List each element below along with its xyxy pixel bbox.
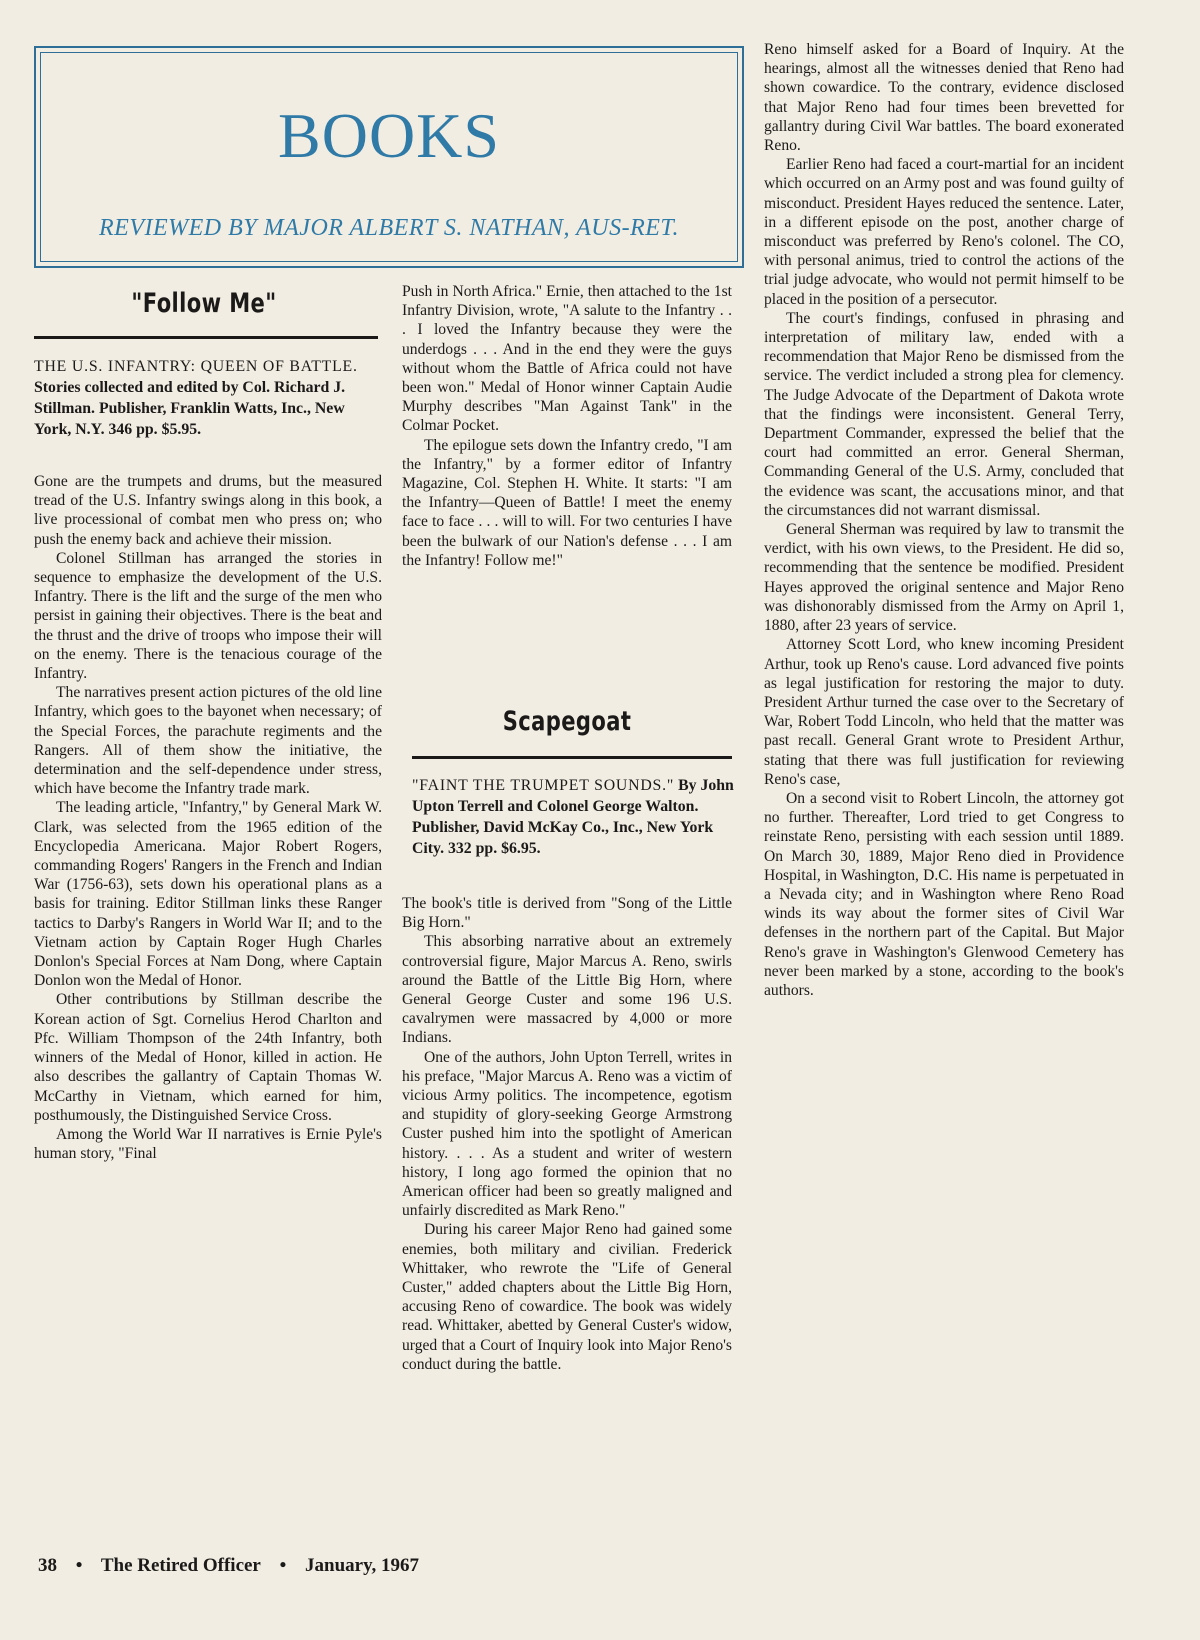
page-number: 38 xyxy=(38,1555,57,1576)
publication-name: The Retired Officer xyxy=(100,1555,261,1576)
review1-divider xyxy=(34,336,378,339)
review2-paragraph: Reno himself asked for a Board of Inquiry. At the hearings, almost all the witnesses denied that Reno had shown cowardice. To the contrary, evidence disclosed that Major Reno had four times been brevetted for gallantry during Civil War battles. The board exonerated Reno. xyxy=(764,41,1124,155)
review2-paragraph: During his career Major Reno had gained some enemies, both military and civilian. Frederick Whittaker, who rewrote the "Life of General Custer," added chapters about the Little Big Horn, accusing Reno of cowardice. The book was widely read. Whittaker, abetted by General Custer's widow, urged that a Court of Inquiry look into Major Reno's conduct during the battle. xyxy=(402,1221,732,1373)
review1-paragraph: Other contributions by Stillman describe the Korean action of Sgt. Cornelius Herod Charlton and Pfc. William Thompson of the 24th Infantry, both winners of the Medal of Honor, killed in action. He also describes the gallantry of Captain Thomas W. McCarthy in Vietnam, which earned for him, posthumously, the Distinguished Service Cross. xyxy=(34,991,382,1124)
review2-paragraph: On a second visit to Robert Lincoln, the attorney got no further. Thereafter, Lord tried to get Congress to reinstate Reno, persisting with each session until 1889. On March 30, 1889, Major Reno died in Providence Hospital, in Washington, D.C. His name is perpetuated in a Nevada city; and in Washington where Reno Road winds its way about the former sites of Civil War defenses in the northern part of the Capital. But Major Reno's grave in Washington's Glenwood Cemetery has never been marked by a stone, according to the book's authors. xyxy=(764,789,1124,999)
page-footer xyxy=(38,1555,433,1577)
review1-paragraph: The leading article, "Infantry," by General Mark W. Clark, was selected from the 1965 edition of the Encyclopedia Americana. Major Robert Rogers, commanding Rogers' Rangers in the French and Indian War (1756-63), sets down his operational plans as a basis for training. Editor Stillman links these Ranger tactics to Darby's Rangers in World War II; and to the Vietnam action by Captain Roger Hugh Charles Donlon's Special Forces at Nam Dong, where Captain Donlon won the Medal of Honor. xyxy=(34,799,382,990)
review2-paragraph: One of the authors, John Upton Terrell, writes in his preface, "Major Marcus A. Reno was a victim of vicious Army politics. The incompetence, egotism and stupidity of glory-seeking George Armstrong Custer pushed him into the spotlight of American history. . . . As a student and writer of western history, I long ago formed the opinion that no American officer had been so greatly maligned and unfairly discredited as Mark Reno." xyxy=(402,1048,732,1220)
footer-bullet: • xyxy=(75,1555,83,1576)
review2-paragraph: This absorbing narrative about an extremely controversial figure, Major Marcus A. Reno, swirls around the Battle of the Little Big Horn, where General George Custer and some 196 U.S. cavalrymen were massacred by 4,000 or more Indians. xyxy=(402,933,732,1047)
review1-paragraph: Push in North Africa." Ernie, then attached to the 1st Infantry Division, wrote, "A salute to the Infantry . . . I loved the Infantry because they were the underdogs . . . And in the end they were the guys without whom the Battle of Africa could not have been won." Medal of Honor winner Captain Audie Murphy describes "Man Against Tank" in the Colmar Pocket. xyxy=(402,283,732,435)
review2-paragraph: The book's title is derived from "Song of the Little Big Horn." xyxy=(402,895,732,932)
review1-book-title: THE U.S. INFANTRY: QUEEN OF BATTLE. xyxy=(34,358,358,375)
review2-book-details: By John Upton Terrell and Colonel George Walton. Publisher, David McKay Co., Inc., New York City. 332 pp. $6.95. xyxy=(412,777,734,857)
review2-headline: Scapegoat xyxy=(502,706,632,737)
review2-book-title: "FAINT THE TRUMPET SOUNDS." xyxy=(412,777,675,794)
review1-paragraph: Among the World War II narratives is Ernie Pyle's human story, "Final xyxy=(34,1125,382,1163)
review2-paragraph: The court's findings, confused in phrasing and interpretation of military law, ended with a recommendation that Major Reno be dismissed from the service. The verdict included a strong plea for clemency. The Judge Advocate of the Department of Dakota wrote that the findings were inconsistent. General Terry, Department Commander, expressed the belief that the court had committed an error. General Sherman, Commanding General of the U.S. Army, concluded that the evidence was scant, the accusations minor, and that the circumstances did not warrant dismissal. xyxy=(764,309,1124,519)
review1-paragraph: Colonel Stillman has arranged the stories in sequence to emphasize the development of the U.S. Infantry. There is the lift and the surge of the men who persist in gaining their objectives. There is the beat and the thrust and the drive of troops who impose their will on the enemy. There is the tenacious courage of the Infantry. xyxy=(34,549,382,683)
review1-book-details: Stories collected and edited by Col. Richard J. Stillman. Publisher, Franklin Watts, Inc., New York, N.Y. 346 pp. $5.95. xyxy=(34,379,346,438)
review2-divider xyxy=(412,756,732,759)
review2-paragraph: Attorney Scott Lord, who knew incoming President Arthur, took up Reno's cause. Lord advanced five points as legal justification for restoring the major to duty. President Arthur turned the case over to the Secretary of War, Robert Todd Lincoln, who held that the matter was past recall. General Grant wrote to President Arthur, stating that there was full justification for reviewing Reno's case, xyxy=(764,636,1124,788)
review2-citation xyxy=(412,775,734,859)
review1-headline: "Follow Me" xyxy=(131,288,277,319)
reviewer-byline: REVIEWED BY MAJOR ALBERT S. NATHAN, AUS-RET. xyxy=(99,215,679,241)
section-header-box xyxy=(34,46,744,268)
review2-paragraph: General Sherman was required by law to transmit the verdict, with his own views, to the President. He did so, recommending that the sentence be modified. President Hayes approved the original sentence and Major Reno was dishonorably dismissed from the Army on April 1, 1880, after 23 years of service. xyxy=(764,521,1124,635)
column-3 xyxy=(764,40,1124,1000)
issue-date: January, 1967 xyxy=(305,1555,420,1576)
column-1 xyxy=(34,472,382,1163)
review1-paragraph: The narratives present action pictures of the old line Infantry, which goes to the bayonet when necessary; of the Special Forces, the parachute regiments and the Rangers. All of them show the initiative, the determination and the self-dependence under stress, which have become the Infantry trade mark. xyxy=(34,684,382,798)
column-2-bottom xyxy=(402,894,732,1374)
review1-paragraph: Gone are the trumpets and drums, but the measured tread of the U.S. Infantry swings along in this book, a live processional of combat men who press on; who push the enemy back and achieve their mission. xyxy=(34,473,382,548)
review1-paragraph: The epilogue sets down the Infantry credo, "I am the Infantry," by a former editor of Infantry Magazine, Col. Stephen H. White. It starts: "I am the Infantry—Queen of Battle! I meet the enemy face to face . . . will to will. For two centuries I have been the bulwark of our Nation's defense . . . I am the Infantry! Follow me!" xyxy=(402,436,732,569)
section-header-inner-border xyxy=(40,52,738,262)
review2-paragraph: Earlier Reno had faced a court-martial for an incident which occurred on an Army post and was found guilty of misconduct. President Hayes reduced the sentence. Later, in a different episode on the post, another charge of misconduct was preferred by Reno's colonel. The CO, with personal animus, tried to control the actions of the trial judge advocate, who would not permit himself to be placed in the position of a persecutor. xyxy=(764,156,1124,308)
column-2-top xyxy=(402,282,732,570)
section-title: BOOKS xyxy=(278,100,500,171)
footer-bullet: • xyxy=(279,1555,287,1576)
review1-citation xyxy=(34,356,384,440)
